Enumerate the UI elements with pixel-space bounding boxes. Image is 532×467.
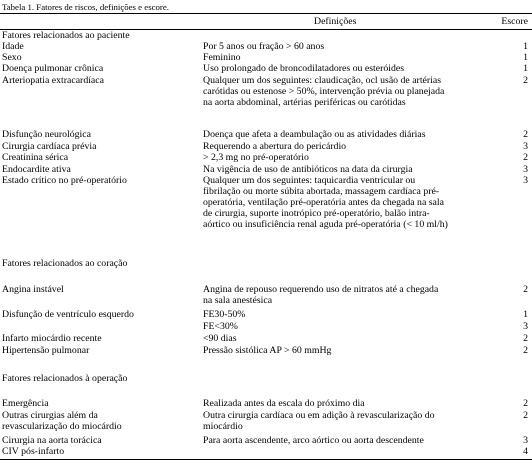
bottom-rule: [0, 459, 532, 460]
escore-cell: 2: [523, 129, 528, 140]
definicao-cell: Na vigência de uso de antibióticos na data da cirurgia: [203, 164, 413, 175]
escore-cell: 2: [523, 410, 528, 421]
definicao-cell: FE30-50%: [203, 309, 246, 320]
definicao-cell: Requerendo a abertura do pericárdio: [203, 141, 347, 152]
escore-cell: 1: [523, 52, 528, 63]
fator-cell: Disfunção de ventrículo esquerdo: [2, 309, 134, 320]
header-definicoes: Definições: [314, 16, 357, 27]
escore-cell: 1: [523, 41, 528, 52]
escore-cell: 3: [523, 321, 528, 332]
definicao-cell: Doença que afeta a deambulação ou as atividades diárias: [203, 129, 426, 140]
table-caption: Tabela 1. Fatores de riscos, definições e escore.: [2, 2, 169, 12]
fator-cell: CIV pós-infarto: [2, 446, 65, 457]
escore-cell: 4: [523, 446, 528, 457]
fator-cell: Emergência: [2, 398, 49, 409]
fator-cell: Endocardite ativa: [2, 164, 71, 175]
fator-cell: Angina instável: [2, 284, 64, 295]
definicao-cell: Qualquer um dos seguintes: claudicação, ocl usão de artérias carótidas ou estenose > 50%, intervenção prévia ou planejada na aorta abdominal, artérias periféricas ou carótidas: [203, 75, 445, 108]
escore-cell: 3: [523, 141, 528, 152]
fator-cell: Creatinina sérica: [2, 152, 69, 163]
fator-cell: Arteriopatia extracardíaca: [2, 75, 104, 86]
definicao-cell: Pressão sistólica AP > 60 mmHg: [203, 345, 332, 356]
definicao-cell: Angina de repouso requerendo uso de nitratos até a chegada na sala anestésica: [203, 284, 439, 306]
section-title-paciente: Fatores relacionados ao paciente: [2, 30, 130, 41]
definicao-cell: Feminino: [203, 52, 241, 63]
escore-cell: 2: [523, 75, 528, 86]
fator-cell: Estado crítico no pré-operatório: [2, 175, 127, 186]
definicao-cell: Por 5 anos ou fração > 60 anos: [203, 41, 325, 52]
escore-cell: 2: [523, 333, 528, 344]
definicao-cell: Outra cirurgia cardíaca ou em adição à revascularização do miocárdio: [203, 410, 435, 432]
escore-cell: 3: [523, 164, 528, 175]
fator-cell: Hipertensão pulmonar: [2, 345, 90, 356]
definicao-cell: Qualquer um dos seguintes: taquicardia ventricular ou fibrilação ou morte súbita abortada, massagem cardíaca pré-operatória, ventilação pré-operatória antes da chegada na sala de cirurgia, suporte inotrópico pré-operatório, balão intra-aórtico ou insuficiência renal aguda pré-operatória (< 10 ml/h): [203, 175, 448, 230]
escore-cell: 2: [523, 284, 528, 295]
escore-cell: 1: [523, 63, 528, 74]
fator-cell: Sexo: [2, 52, 22, 63]
fator-cell: Idade: [2, 41, 24, 52]
definicao-cell: Realizada antes da escala do próximo dia: [203, 398, 365, 409]
fator-cell: Disfunção neurológica: [2, 129, 91, 140]
escore-cell: 3: [523, 175, 528, 186]
definicao-cell: Uso prolongado de broncodilatadores ou esteróides: [203, 63, 405, 74]
fator-cell: Outras cirurgias além da revascularização do miocárdio: [2, 410, 122, 432]
fator-cell: Cirurgia cardíaca prévia: [2, 141, 97, 152]
section-title-coracao: Fatores relacionados ao coração: [2, 258, 128, 269]
escore-cell: 2: [523, 345, 528, 356]
fator-cell: Doença pulmonar crônica: [2, 63, 104, 74]
escore-cell: 3: [523, 435, 528, 446]
fator-cell: Cirurgia na aorta torácica: [2, 435, 102, 446]
top-rule: [0, 13, 532, 14]
definicao-cell: FE<30%: [203, 321, 238, 332]
definicao-cell: > 2,3 mg no pré-operatório: [203, 152, 309, 163]
escore-cell: 2: [523, 152, 528, 163]
definicao-cell: Para aorta ascendente, arco aórtico ou aorta descendente: [203, 435, 424, 446]
escore-cell: 2: [523, 398, 528, 409]
definicao-cell: <90 dias: [203, 333, 237, 344]
fator-cell: Infarto miocárdio recente: [2, 333, 102, 344]
header-escore: Escore: [501, 16, 528, 27]
escore-cell: 1: [523, 309, 528, 320]
section-title-operacao: Fatores relacionados à operação: [2, 373, 128, 384]
